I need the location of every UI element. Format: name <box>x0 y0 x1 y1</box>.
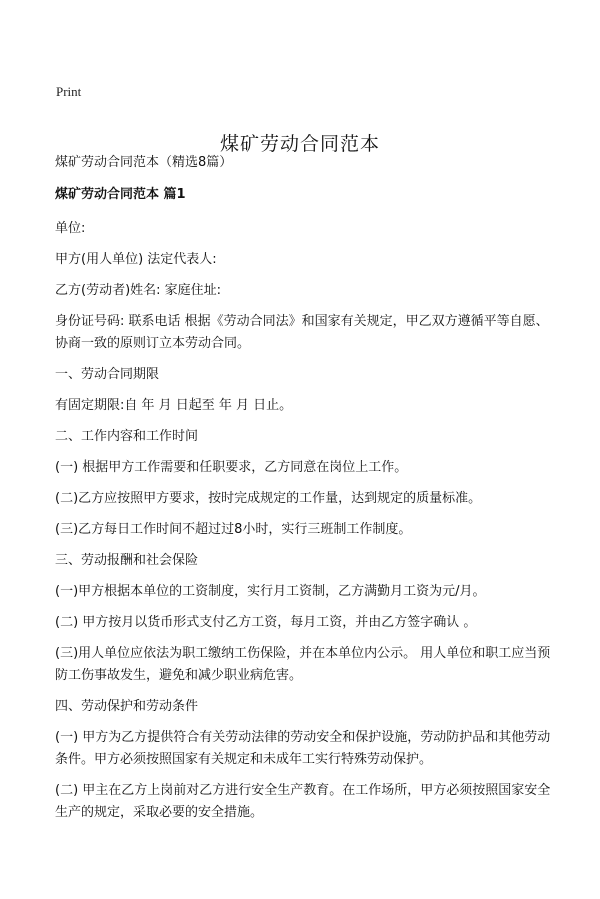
print-link[interactable]: Print <box>56 84 82 99</box>
clause-paragraph: (二) 甲主在乙方上岗前对乙方进行安全生产教育。在工作场所，甲方必须按照国家安全生产的规定，采取必要的安全措施。 <box>55 783 551 820</box>
document-body <box>55 152 555 833</box>
clause-paragraph: (二)乙方应按照甲方要求，按时完成规定的工作量，达到规定的质量标准。 <box>55 491 482 506</box>
clause-paragraph: 有固定期限:自 年 月 日起至 年 月 日止。 <box>55 398 293 413</box>
clause-heading-1: 一、劳动合同期限 <box>55 367 160 382</box>
clause-paragraph: (二) 甲方按月以货币形式支付乙方工资，每月工资，并由乙方签字确认 。 <box>55 615 477 630</box>
clause-paragraph: (三)乙方每日工作时间不超过过8小时，实行三班制工作制度。 <box>55 522 412 537</box>
party-b-field: 乙方(劳动者)姓名: 家庭住址: <box>55 283 222 298</box>
clause-paragraph: (一) 甲方为乙方提供符合有关劳动法律的劳动安全和保护设施，劳动防护品和其他劳动条件。甲方必须按照国家有关规定和未成年工实行特殊劳动保护。 <box>55 730 551 767</box>
unit-field: 单位: <box>55 221 86 236</box>
clause-paragraph: (一)甲方根据本单位的工资制度，实行月工资制，乙方满勤月工资为元/月。 <box>55 584 486 599</box>
document-title: 煤矿劳动合同范本 <box>219 132 380 155</box>
section-heading: 煤矿劳动合同范本 篇1 <box>55 187 186 202</box>
document-subtitle: 煤矿劳动合同范本（精选8篇） <box>55 155 233 170</box>
intro-paragraph: 身份证号码: 联系电话 根据《劳动合同法》和国家有关规定，甲乙双方遵循平等自愿、协商一致的原则订立本劳动合同。 <box>55 314 549 351</box>
clause-paragraph: (三)用人单位应依法为职工缴纳工伤保险，并在本单位内公示。 用人单位和职工应当预防工伤事故发生，避免和减少职业病危害。 <box>55 646 551 683</box>
clause-heading-3: 三、劳动报酬和社会保险 <box>55 553 199 568</box>
clause-heading-2: 二、工作内容和工作时间 <box>55 429 199 444</box>
clause-paragraph: (一) 根据甲方工作需要和任职要求，乙方同意在岗位上工作。 <box>55 460 408 475</box>
party-a-field: 甲方(用人单位) 法定代表人: <box>55 252 217 267</box>
clause-heading-4: 四、劳动保护和劳动条件 <box>55 699 199 714</box>
